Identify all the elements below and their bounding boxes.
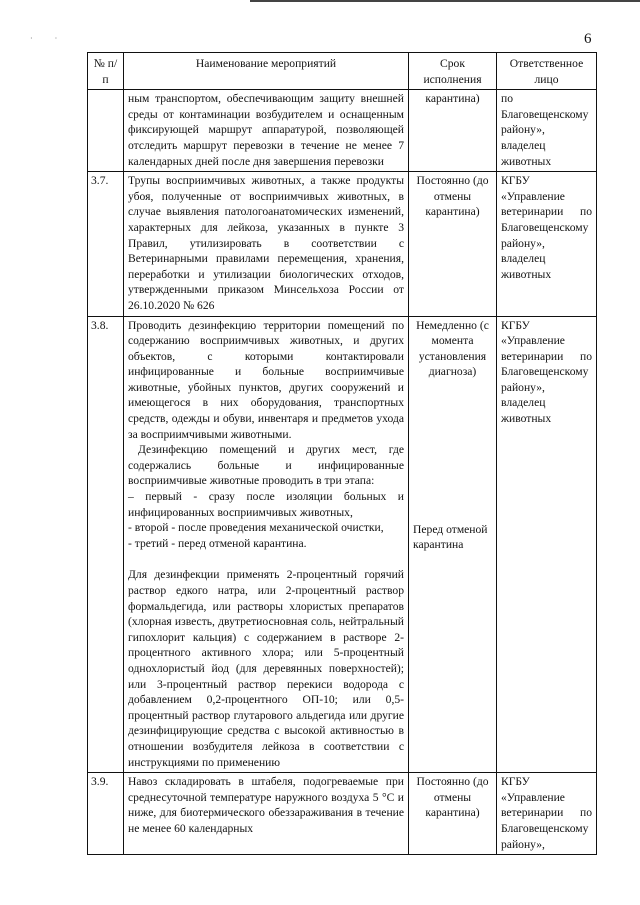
paragraph-gap [128, 551, 404, 567]
header-term: Срок исполнения [409, 53, 497, 90]
measure-paragraph: - третий - перед отменой карантина. [128, 536, 307, 550]
measure-text [124, 90, 409, 172]
measure-paragraph: ным транспортом, обеспечивающим защиту внешней среды от контаминации возбудителем и оснащенным фиксирующей маршрут аппаратурой, позволяющей отследить маршрут перевозки в течение не менее 7 календарных дней после дня завершения перевозки [128, 92, 404, 168]
table-row [88, 773, 597, 855]
top-scan-rule [250, 0, 640, 2]
header-responsible: Ответственное лицо [497, 53, 597, 90]
table-row [88, 90, 597, 172]
page-number: 6 [584, 31, 592, 47]
scan-specks: · · [30, 34, 68, 43]
term-text: Немедленно (с момента установления диагноза) [416, 318, 489, 379]
measure-paragraph: Дезинфекцию помещений и других мест, где содержались больные и инфицированные восприимчивые животные проводить в три этапа: [128, 443, 404, 488]
measure-paragraph: - второй - после проведения механической очистки, [128, 521, 384, 535]
header-num: № п/п [88, 53, 124, 90]
measure-paragraph: Для дезинфекции применять 2-процентный горячий раствор едкого натра, или 2-процентный раствор формальдегида, или растворы хлористых препаратов (хлорная известь, двутретиосновная соль, нейтральный гипохлорит кальция) с содержанием в растворе 2-процентного активного хлора; или 5-процентный однохлористый йод (для деревянных поверхностей); или 3-процентный раствор перекиси водорода с добавлением 0,2-процентного ОП-10; или 0,5-процентный раствор глутарового альдегида или другие дезинфицирующие средства с высокой активностью в отношении возбудителя лейкоза в соответствии с инструкциями по применению [128, 568, 404, 769]
term-gap [413, 380, 492, 522]
measure-paragraph: Трупы восприимчивых животных, а также продукты убоя, полученные от восприимчивых животных, в случае выявления патологоанатомических изменений, характерных для лейкоза, указанных в пункте 3 Правил, утилизировать в соответствии с Ветеринарными правилами перемещения, хранения, переработки и утилизации биологических отходов, утвержденными приказом Минсельхоза России от 26.10.2020 № 626 [128, 174, 404, 312]
table-row [88, 316, 597, 773]
table-row [88, 172, 597, 316]
term-text-second: Перед отменой карантина [413, 522, 488, 552]
responsible-text: КГБУ «Управление ветеринарии по Благовещенскому району», владелец животных [497, 172, 597, 316]
row-number: 3.7. [88, 172, 124, 316]
row-number: 3.9. [88, 773, 124, 855]
header-name: Наименование мероприятий [124, 53, 409, 90]
responsible-text: КГБУ «Управление ветеринарии по Благовещенскому району», владелец животных [497, 316, 597, 773]
term-text: Постоянно (до отмены карантина) [409, 172, 497, 316]
row-number: 3.8. [88, 316, 124, 773]
measure-paragraph: – первый - сразу после изоляции больных и инфицированных восприимчивых животных, [128, 490, 404, 519]
responsible-text: КГБУ «Управление ветеринарии по Благовещенскому району», [497, 773, 597, 855]
term-cell [409, 316, 497, 773]
responsible-text: по Благовещенскому району», владелец животных [497, 90, 597, 172]
term-text: карантина) [409, 90, 497, 172]
measure-text [124, 172, 409, 316]
table-header-row [88, 53, 597, 90]
measure-paragraph: Проводить дезинфекцию территории помещений по содержанию восприимчивых животных, и других объектов, с которыми контактировали инфицированные и больные восприимчивые животные, убойных пунктов, других сооружений и имеющегося в них оборудования, транспортных средств, одежды и обуви, инвентаря и предметов ухода за восприимчивыми животными. [128, 318, 404, 441]
measures-table [87, 52, 597, 855]
measure-text [124, 773, 409, 855]
term-text: Постоянно (до отмены карантина) [409, 773, 497, 855]
measure-text [124, 316, 409, 773]
row-number [88, 90, 124, 172]
measure-paragraph: Навоз складировать в штабеля, подогреваемые при среднесуточной температуре наружного воздуха 5 °С и ниже, для биотермического обеззараживания в течение не менее 60 календарных [128, 775, 404, 835]
